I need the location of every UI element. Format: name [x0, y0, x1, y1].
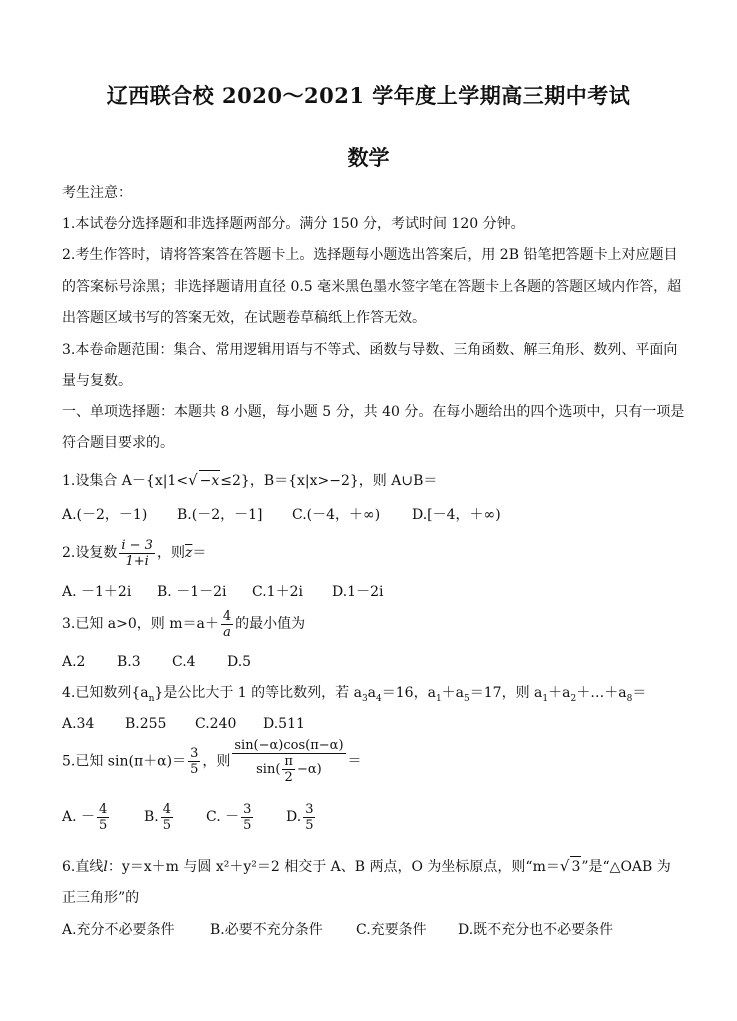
q5-given-fraction — [188, 746, 200, 777]
q5-a-den: 5 — [99, 817, 108, 833]
q5-equals: ＝ — [347, 753, 362, 770]
q1-stem-post: ≤2}，B＝{x|x>−2}，则 A∪B＝ — [220, 473, 438, 489]
q1-option-d: D.[－4，＋∞) — [412, 507, 501, 523]
q4-sub-n: n — [148, 693, 155, 704]
q5-d-fraction — [303, 802, 315, 833]
q5-stem-pre: 5.已知 sin(π＋α)＝ — [62, 753, 187, 770]
q4-sub-5: 5 — [464, 693, 470, 704]
q4-text-9: ＝ — [632, 685, 647, 701]
q5-pi: π — [284, 754, 293, 769]
q5-b-fraction — [161, 802, 173, 833]
q1-radicand: −x — [199, 470, 221, 491]
q3-stem-pre: 3.已知 a>0，则 m＝a＋ — [62, 616, 219, 632]
q5-pi-over-2 — [282, 754, 295, 785]
sqrt-symbol-icon: √ — [559, 857, 570, 875]
q4-option-a: A.34 — [62, 716, 95, 732]
q3-option-a: A.2 — [62, 654, 86, 670]
q1-option-c: C.(－4，＋∞) — [292, 507, 381, 523]
q5-d-num: 3 — [305, 801, 314, 817]
q2-option-d: D.1－2i — [332, 584, 384, 600]
q2-denominator: 1+i — [125, 553, 149, 569]
subject-title: 数学 — [347, 145, 390, 170]
q5-b-num: 4 — [162, 801, 172, 817]
q6-radicand: 3 — [570, 856, 581, 877]
q5-b-den: 5 — [162, 817, 172, 833]
q5-c-den: 5 — [243, 817, 252, 833]
q3-numerator: 4 — [222, 608, 232, 624]
q4-sub-3: 3 — [361, 693, 368, 704]
q4-text-7: ＋a — [548, 685, 571, 701]
q5-c-fraction — [241, 802, 253, 833]
question-3-options — [62, 652, 251, 672]
q5-den-pre: sin( — [256, 762, 281, 777]
q1-option-a: A.(－2，－1) — [62, 507, 148, 523]
q2-option-b: B. －1－2i — [157, 584, 227, 600]
q1-option-b: B.(－2，－1] — [177, 507, 263, 523]
sqrt-symbol-icon: √ — [188, 471, 198, 489]
q2-stem-post: ，则 — [156, 545, 185, 561]
notice-item-1: 1.本试卷分选择题和非选择题两部分。满分 150 分，考试时间 120 分钟。 — [62, 216, 525, 232]
q5-den-post: −α) — [296, 762, 322, 777]
notice-item-2-line-1: 2.考生作答时，请将答案答在答题卡上。选择题每小题选出答案后，用 2B 铅笔把答题卡上对应题目 — [62, 247, 678, 263]
section-1-heading-line-2: 符合题目要求的。 — [62, 435, 174, 451]
q4-text-5: ＋a — [441, 685, 465, 701]
q5-stem-mid: ，则 — [202, 753, 231, 770]
q5-d-den: 5 — [305, 817, 314, 833]
q4-sub-2: 2 — [570, 693, 577, 704]
q3-option-c: C.4 — [172, 654, 196, 670]
question-6-line-1 — [62, 856, 671, 877]
q6-stem-pre: 6.直线 — [62, 859, 104, 875]
question-4-options — [62, 714, 305, 734]
q5-option-b — [144, 800, 206, 834]
notice-item-3-line-1: 3.本卷命题范围：集合、常用逻辑用语与不等式、函数与导数、三角函数、解三角形、数列、平面向 — [62, 342, 678, 358]
q4-text-1: 4.已知数列{a — [62, 685, 149, 701]
q4-sub-8: 8 — [626, 693, 633, 704]
q5-given-numerator: 3 — [190, 746, 199, 761]
q4-text-3: a — [367, 685, 377, 701]
q1-stem-pre: 1.设集合 A－{x|1< — [62, 473, 189, 489]
notice-heading: 考生注意： — [62, 185, 132, 201]
q6-stem-mid: ：y＝x＋m 与圆 x²＋y²＝2 相交于 A、B 两点，O 为坐标原点，则“m＝ — [107, 859, 560, 875]
exam-title: 辽西联合校 2020～2021 学年度上学期高三期中考试 — [106, 83, 631, 108]
q3-option-b: B.3 — [117, 654, 141, 670]
notice-item-2-line-3: 出答题区域书写的答案无效，在试题卷草稿纸上作答无效。 — [62, 310, 426, 326]
q3-stem-post: 的最小值为 — [235, 616, 306, 632]
question-5-options — [62, 800, 317, 834]
q2-numerator: i − 3 — [121, 537, 153, 553]
question-3 — [62, 607, 305, 641]
q5-two: 2 — [284, 770, 293, 785]
q2-stem-pre: 2.设复数 — [62, 545, 118, 561]
q6-option-d: D.既不充分也不必要条件 — [458, 922, 614, 938]
q5-b-label: B. — [144, 809, 159, 825]
q6-stem-post: ”是“△OAB 为 — [581, 859, 671, 875]
q6-option-c: C.充要条件 — [356, 922, 427, 938]
q4-text-8: ＋…＋a — [576, 685, 627, 701]
q3-option-d: D.5 — [227, 654, 252, 670]
q4-option-c: C.240 — [195, 716, 237, 732]
q5-a-num: 4 — [99, 801, 108, 817]
question-6-line-2: 正三角形”的 — [62, 890, 140, 906]
q2-conjugate-z: $\overline{z}$ — [184, 545, 193, 561]
notice-item-3-line-2: 量与复数。 — [62, 373, 132, 389]
q2-option-a: A. －1＋2i — [62, 584, 132, 600]
q4-option-b: B.255 — [125, 716, 167, 732]
question-2 — [62, 536, 206, 570]
question-1 — [62, 470, 437, 491]
question-2-options — [62, 582, 383, 602]
q5-a-fraction — [97, 802, 109, 833]
q5-option-d — [286, 800, 317, 834]
q5-a-sign: A. － — [62, 809, 96, 825]
q3-fraction — [221, 609, 233, 640]
q2-fraction — [119, 538, 155, 569]
q4-text-4: ＝16，a — [381, 685, 436, 701]
question-5 — [62, 738, 362, 785]
q5-option-a — [62, 800, 144, 834]
question-4 — [62, 683, 646, 709]
q3-denominator: a — [223, 624, 231, 640]
q4-sub-1a: 1 — [435, 693, 442, 704]
q4-text-2: }是公比大于 1 的等比数列，若 a — [154, 685, 362, 701]
q6-option-a: A.充分不必要条件 — [62, 922, 175, 938]
notice-item-2-line-2: 的答案标号涂黑；非选择题请用直径 0.5 毫米黑色墨水签字笔在答题卡上各题的答题区域内作答，超 — [62, 279, 682, 295]
q5-option-c — [206, 800, 286, 834]
q5-c-sign: C. － — [206, 809, 240, 825]
q5-c-num: 3 — [243, 801, 252, 817]
q4-text-6: ＝17，则 a — [469, 685, 543, 701]
q2-option-c: C.1＋2i — [252, 584, 303, 600]
q5-d-label: D. — [286, 809, 302, 825]
q4-option-d: D.511 — [263, 716, 305, 732]
q5-given-denominator: 5 — [190, 762, 199, 777]
question-6-options — [62, 920, 613, 940]
q4-sub-4: 4 — [376, 693, 382, 704]
section-1-heading-line-1: 一、单项选择题：本题共 8 小题，每小题 5 分，共 40 分。在每小题给出的四个选项中，只有一项是 — [62, 404, 685, 420]
question-1-options — [62, 505, 501, 525]
q5-expression-numerator: sin(−α)cos(π−α) — [234, 738, 344, 753]
q4-sub-1b: 1 — [542, 693, 549, 704]
q2-equals: ＝ — [192, 545, 207, 561]
q6-option-b: B.必要不充分条件 — [210, 922, 323, 938]
q6-line-l: l — [103, 859, 108, 875]
q5-expression-denominator — [232, 754, 345, 785]
q5-expression-fraction — [232, 738, 345, 785]
